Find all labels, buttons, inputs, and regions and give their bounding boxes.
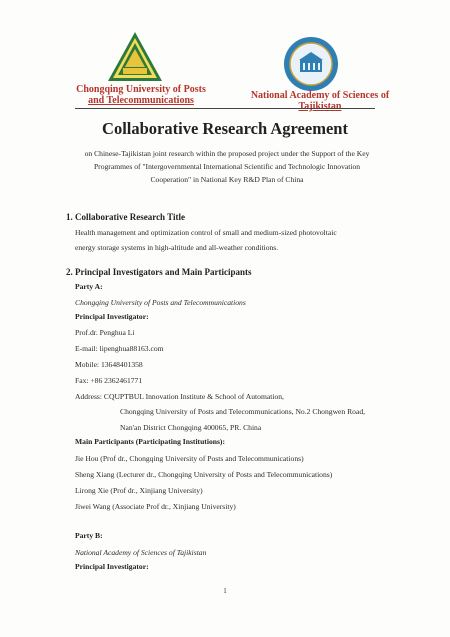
party-a-email: E-mail: lipenghua88163.com — [75, 344, 164, 353]
party-b-pi-label: Principal Investigator: — [75, 562, 149, 571]
left-institution-name: Chongqing University of Posts and Telecommunications — [76, 84, 206, 106]
party-a-address-line3: Nan'an District Chongqing 400065, PR. China — [120, 423, 262, 432]
section1-heading: 1. Collaborative Research Title — [66, 212, 185, 222]
party-a-pi-name: Prof.dr. Penghua Li — [75, 328, 135, 337]
party-b-label: Party B: — [75, 531, 103, 540]
party-a-mobile: Mobile: 13648401358 — [75, 360, 143, 369]
section1-line1: Health management and optimization control of small and medium-sized photovoltaic — [75, 228, 337, 237]
right-institution-name: National Academy of Sciences of Tajikistan — [250, 90, 390, 112]
participant-item: Jie Hou (Prof dr., Chongqing University of Posts and Telecommunications) — [75, 454, 304, 463]
participants-label: Main Participants (Participating Institutions): — [75, 437, 225, 446]
document-title: Collaborative Research Agreement — [102, 119, 348, 138]
header-divider — [75, 108, 375, 109]
section2-heading: 2. Principal Investigators and Main Participants — [66, 267, 252, 277]
page-number: 1 — [223, 587, 227, 595]
participant-item: Jiwei Wang (Associate Prof dr., Xinjiang University) — [75, 502, 236, 511]
party-a-label: Party A: — [75, 282, 103, 291]
party-a-institution: Chongqing University of Posts and Telecommunications — [75, 298, 246, 307]
party-a-address-line1: Address: CQUPTBUL Innovation Institute & School of Automation, — [75, 392, 284, 401]
participant-item: Lirong Xie (Prof dr., Xinjiang University) — [75, 486, 203, 495]
participant-item: Sheng Xiang (Lecturer dr., Chongqing University of Posts and Telecommunications) — [75, 470, 333, 479]
cqupt-logo — [107, 31, 163, 83]
party-a-address-line2: Chongqing University of Posts and Telecommunications, No.2 Chongwen Road, — [120, 407, 366, 416]
section1-line2: energy storage systems in high-altitude and all-weather conditions. — [75, 243, 279, 252]
intro-paragraph: on Chinese-Tajikistan joint research within the proposed project under the Support of the Key Programmes of "Intergovernmental International Scientific and Technologic Innovation Cooperation" in National Key R&D Plan of China — [84, 149, 370, 184]
party-a-pi-label: Principal Investigator: — [75, 312, 149, 321]
party-b-institution: National Academy of Sciences of Tajikistan — [75, 548, 207, 557]
nast-logo — [283, 36, 339, 92]
party-a-fax: Fax: +86 2362461771 — [75, 376, 143, 385]
